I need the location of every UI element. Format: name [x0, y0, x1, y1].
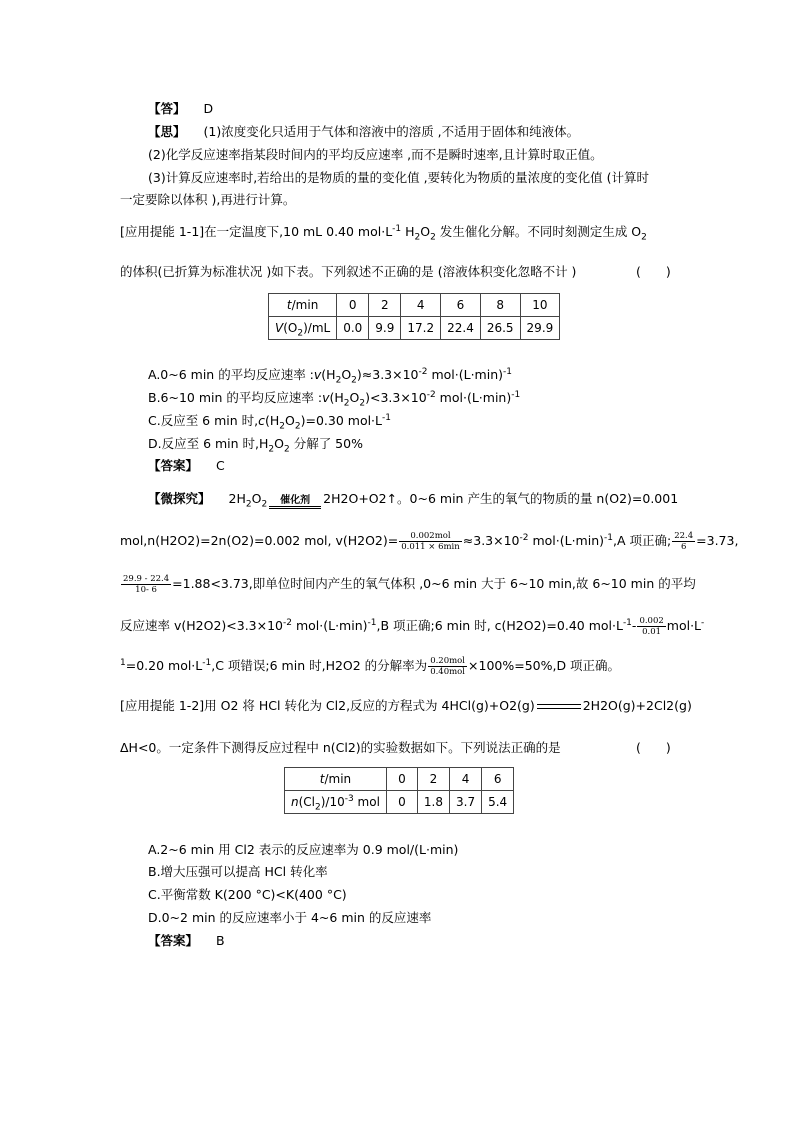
note-1: (1)浓度变化只适用于气体和溶液中的溶质 ,不适用于固体和纯液体。 — [203, 124, 580, 139]
q1-explore-line2-b: ≈3.3×10 — [462, 533, 520, 548]
q1-explore-line5-b: ,C 项错误;6 min 时,H2O2 的分解率为 — [211, 658, 428, 673]
note-2: (2)化学反应速率指某段时间内的平均反应速率 ,而不是瞬时速率,且计算时取正值。 — [148, 147, 603, 162]
q1-stem-mid: H — [401, 224, 415, 239]
q1-explore-line4-b: mol·(L·min) — [292, 618, 368, 633]
q1-header-volume: $V(O_2)/mL$ — [269, 317, 337, 340]
q1-paren: ( ) — [636, 264, 671, 279]
q2-option-a: A.2~6 min 用 Cl2 表示的反应速率为 0.9 mol/(L·min) — [148, 842, 459, 857]
q1-option-c-value: =0.30 mol·L — [305, 413, 382, 428]
q1-explore-line1: 【微探究】 $2H_2O_2$ 催化剂 2H2O+O2↑。0~6 min 产生的氧气的物质的量 n(O2)=0.001 — [148, 491, 679, 510]
q2-stem-line1 — [120, 698, 692, 714]
q2-table — [284, 767, 514, 814]
q1-explore-line2-a: mol,n(H2O2)=2n(O2)=0.002 mol, v(H2O2)= — [120, 533, 399, 548]
q1-explore-line1-text: 2H2O+O2↑。0~6 min 产生的氧气的物质的量 n(O2)=0.001 — [323, 491, 679, 506]
think-tag: 【思】 — [148, 124, 186, 139]
answer-line — [148, 101, 213, 117]
table-cell: 4 — [401, 294, 441, 317]
fraction — [428, 656, 467, 677]
q1-explore-line2-e: =3.73, — [696, 533, 739, 548]
q2-option-b: B.增大压强可以提高 HCl 转化率 — [148, 864, 328, 879]
q1-explore-line4: 反应速率 $v(H2O2)<3.3\times 10^{-2}$ $mol\cdot(L\cdot\min)^{-1},B$ 项正确;6 min 时, c(H2O2)=0.40 $mol\cdot L^{-1}-$ $\frac{0.002}{0.01}$ mol·L- — [120, 616, 705, 637]
q1-option-a-text: A.0~6 min 的平均反应速率 : — [148, 367, 314, 382]
table-row — [285, 768, 514, 791]
think-line — [148, 124, 579, 140]
fraction-numerator: 0.002 — [639, 616, 664, 626]
catalyst-arrow — [269, 496, 321, 509]
q2-option-c: C.平衡常数 K(200 °C)<K(400 °C) — [148, 887, 347, 902]
fraction — [637, 616, 665, 637]
table-cell: 22.4 — [441, 317, 481, 340]
q1-option-a: A.0~6 min 的平均反应速率 $:v(H_2O_2)\approx 3.3\times 10^{-2}$ $mol\cdot(L\cdot\min)^{-1}$ — [148, 366, 512, 386]
table-cell: 4 — [450, 768, 482, 791]
answer-tag: 【答】 — [148, 101, 186, 116]
table-cell: 17.2 — [401, 317, 441, 340]
q1-explore-line4-a: 反应速率 v(H2O2)<3.3×10 — [120, 618, 284, 633]
q2-stem-a: 用 O2 将 HCl 转化为 Cl2,反应的方程式为 4HCl(g)+O2(g) — [204, 698, 535, 713]
q2-tag: [应用提能 1-2] — [120, 698, 205, 713]
q1-stem-sup: -1 — [392, 223, 402, 234]
table-cell: 3.7 — [450, 791, 482, 814]
q1-explore-line4-d: mol·L — [666, 618, 702, 633]
q2-answer-value: B — [216, 933, 225, 948]
q1-header-time: t/min — [269, 294, 337, 317]
q1-answer-tag: 【答案】 — [148, 458, 199, 473]
fraction-numerator: 29.9 - 22.4 — [123, 574, 170, 584]
q1-stem-post: 发生催化分解。不同时刻测定生成 O — [435, 224, 642, 239]
q1-stem-line1: [应用提能 1-1]在一定温度下,10 mL 0.40 $mol\cdot L^{-1}$ $H_2O_2$ 发生催化分解。不同时刻测定生成 $O_2$ — [120, 223, 647, 243]
q1-option-d: D.反应至 6 min 时$,H_2O_2$ 分解了 50% — [148, 436, 363, 455]
fraction-denominator: 10- 6 — [135, 585, 157, 595]
table-cell: 29.9 — [520, 317, 560, 340]
q1-explore-line5-a: =0.20 mol·L — [125, 658, 203, 673]
equilibrium-arrow — [537, 704, 581, 709]
table-row — [269, 294, 560, 317]
q2-stem-b: 2H2O(g)+2Cl2(g) — [582, 698, 692, 713]
table-cell: 26.5 — [480, 317, 520, 340]
q2-option-d: D.0~2 min 的反应速率小于 4~6 min 的反应速率 — [148, 910, 432, 925]
q1-option-a-unit: mol·(L·min) — [427, 367, 504, 382]
table-cell: 2 — [369, 294, 401, 317]
q1-answer-value: C — [216, 458, 225, 473]
q1-option-c-text: C.反应至 6 min 时, — [148, 413, 259, 428]
catalyst-label: 催化剂 — [280, 495, 311, 506]
table-cell: 1.8 — [417, 791, 449, 814]
q1-table — [268, 293, 560, 340]
q2-header-time: t/min — [285, 768, 387, 791]
q1-answer-line — [148, 458, 225, 474]
table-row — [269, 317, 560, 340]
q1-explore-line4-c: ,B 项正确;6 min 时, c(H2O2)=0.40 mol·L — [376, 618, 623, 633]
table-row — [285, 791, 514, 814]
answer-value: D — [203, 101, 214, 116]
q2-answer-tag: 【答案】 — [148, 933, 199, 948]
table-cell: 9.9 — [369, 317, 401, 340]
table-cell: 6 — [441, 294, 481, 317]
fraction-denominator: 0.40mol — [430, 667, 466, 677]
table-cell: 0 — [386, 791, 417, 814]
q1-explore-line2-d: ,A 项正确; — [612, 533, 672, 548]
fraction-numerator: 0.20mol — [430, 656, 466, 666]
table-cell: 0.0 — [337, 317, 369, 340]
q1-option-b-text: B.6~10 min 的平均反应速率 : — [148, 390, 323, 405]
q1-explore-tag: 【微探究】 — [148, 491, 211, 506]
fraction — [121, 574, 171, 595]
q1-option-b-unit: mol·(L·min) — [435, 390, 512, 405]
table-cell: 2 — [417, 768, 449, 791]
table-cell: 8 — [480, 294, 520, 317]
q1-option-d-post: 分解了 50% — [289, 436, 363, 451]
q1-explore-line5-c: ×100%=50%,D 项正确。 — [468, 658, 621, 673]
q1-stem-line2: 的体积(已折算为标准状况 )如下表。下列叙述不正确的是 (溶液体积变化忽略不计 ) — [120, 264, 577, 279]
table-cell: 6 — [482, 768, 514, 791]
q1-option-c: C.反应至 6 min 时$,c(H_2O_2)=0.30$ $mol\cdot L^{-1}$ — [148, 412, 391, 432]
q1-option-a-value: ≈3.3×10 — [361, 367, 419, 382]
table-cell: 0 — [337, 294, 369, 317]
fraction-numerator: 0.002mol — [399, 531, 462, 542]
q2-header-amount: $n(Cl_2)/10^{-3}$ mol — [285, 791, 387, 814]
table-cell: 5.4 — [482, 791, 514, 814]
q1-explore-line5: $^1$=0.20 $mol\cdot L^{-1},C$ 项错误;6 min 时,H2O2 的分解率为 $\frac{\text{0.20mol}}{\text{0.40mol}}$ ×100%=50%,D 项正确。 — [120, 656, 621, 677]
q1-option-d-text: D.反应至 6 min 时,H — [148, 436, 269, 451]
table-cell: 10 — [520, 294, 560, 317]
q1-explore-line3 — [120, 574, 696, 595]
q1-stem-text: 在一定温度下,10 mL 0.40 mol·L — [204, 224, 393, 239]
fraction-numerator: 22.4 — [674, 531, 694, 541]
fraction-denominator: 6 — [680, 542, 687, 552]
q1-tag: [应用提能 1-1] — [120, 224, 205, 239]
table-cell: 0 — [386, 768, 417, 791]
q1-option-b: B.6~10 min 的平均反应速率 $:v(H_2O_2)<3.3\times 10^{-2}$ $mol\cdot(L\cdot\min)^{-1}$ — [148, 389, 521, 409]
q1-explore-line2-c: mol·(L·min) — [528, 533, 604, 548]
fraction-denominator: 0.011 × 6min — [401, 542, 460, 552]
q1-option-b-value: <3.3×10 — [369, 390, 427, 405]
note-3b: 一定要除以体积 ),再进行计算。 — [120, 192, 296, 207]
fraction — [672, 531, 695, 552]
q1-explore-line2: mol,n(H2O2)=2n(O2)=0.002 mol, v(H2O2)= $\frac{\text{0.002mol}}{0.011 \times 6\min}$ $\approx 3.3\times 10^{-2}$ $mol\cdot(L\cdot\min)^{-1},A$ 项正确; $\frac{22.4}{6}$ =3.73, — [120, 531, 739, 552]
q2-paren: ( ) — [636, 740, 671, 755]
note-3a: (3)计算反应速率时,若给出的是物质的量的变化值 ,要转化为物质的量浓度的变化值 (计算时 — [148, 170, 649, 185]
q1-explore-line3-text: =1.88<3.73,即单位时间内产生的氧气体积 ,0~6 min 大于 6~10 min,故 6~10 min 的平均 — [172, 576, 696, 591]
q2-answer-line — [148, 933, 225, 949]
fraction-denominator: 0.01 — [642, 627, 662, 637]
q2-stem-line2: ΔH<0。一定条件下测得反应过程中 n(Cl2)的实验数据如下。下列说法正确的是 — [120, 740, 561, 755]
fraction — [399, 531, 462, 552]
